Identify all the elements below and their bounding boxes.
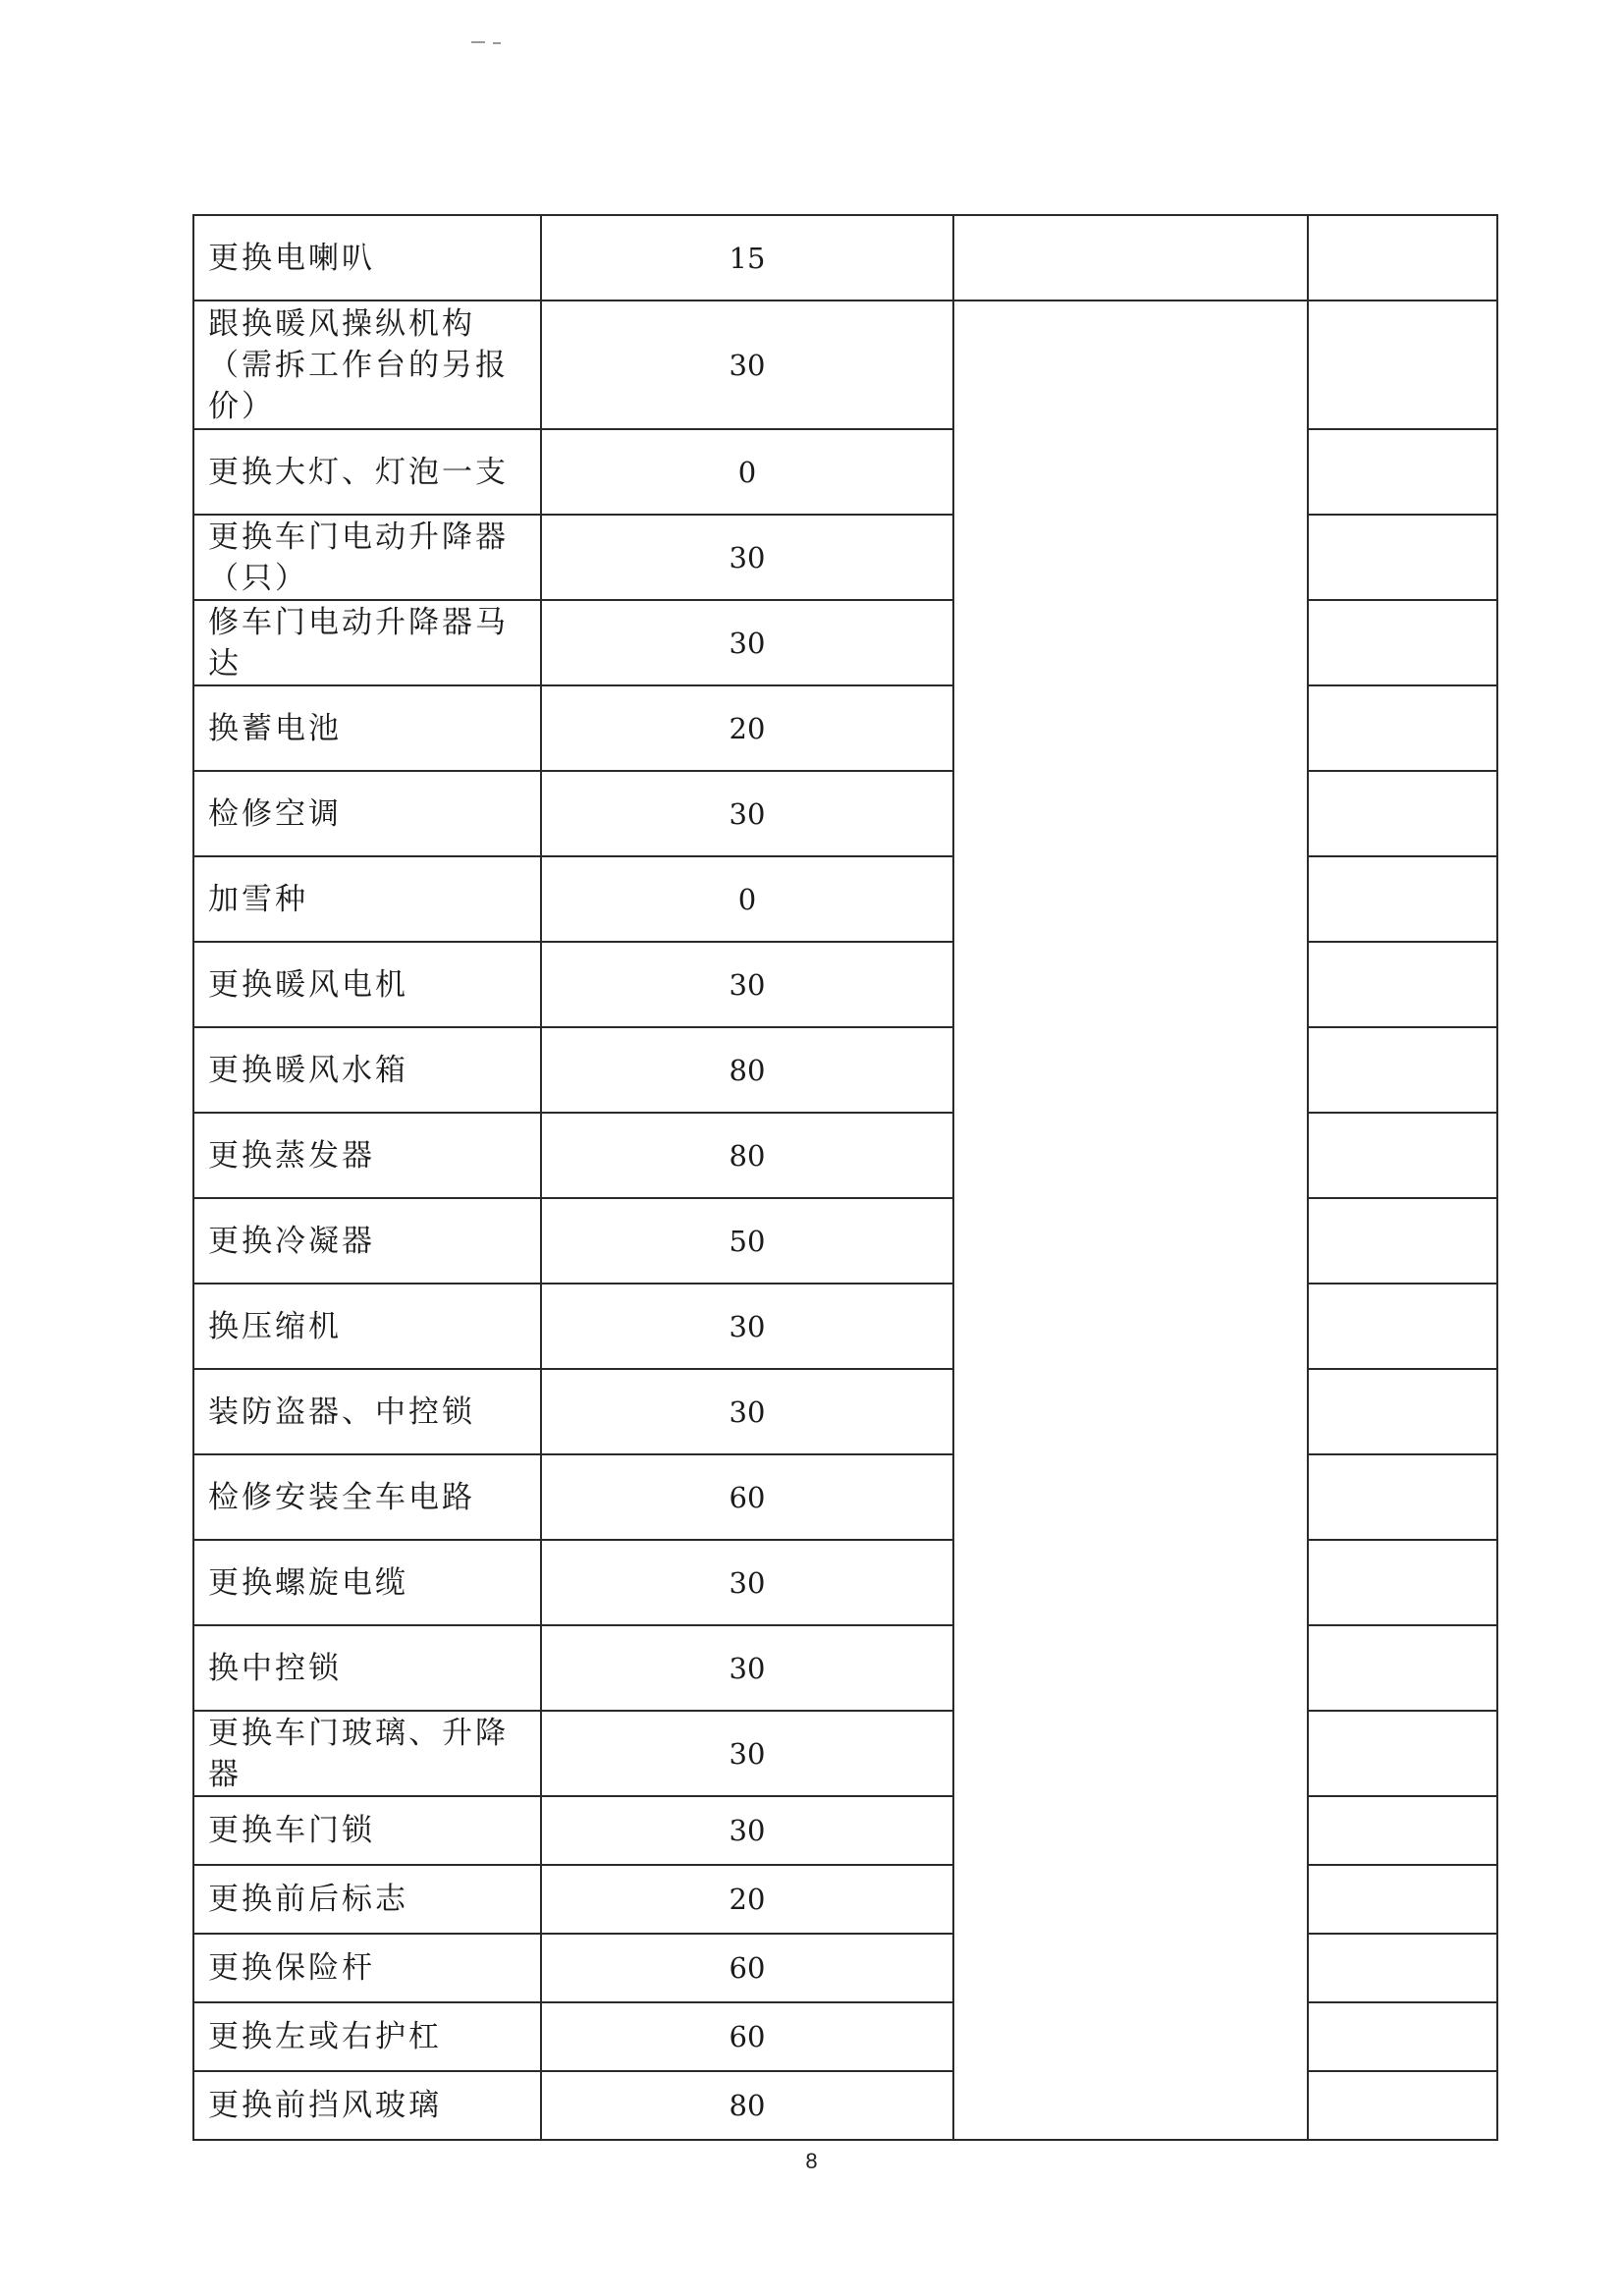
price-cell: 80: [541, 1027, 953, 1113]
blank-cell: [1308, 1027, 1497, 1113]
item-name-cell: 更换保险杆: [193, 1934, 541, 2002]
blank-cell: [1308, 600, 1497, 685]
table-row: [193, 215, 1497, 301]
item-name-cell: 更换左或右护杠: [193, 2002, 541, 2071]
item-name-cell: 更换电喇叭: [193, 215, 541, 301]
item-name-cell: 检修空调: [193, 771, 541, 856]
blank-cell: [1308, 1934, 1497, 2002]
price-cell: 30: [541, 1284, 953, 1369]
price-cell: 20: [541, 685, 953, 771]
blank-cell: [1308, 2071, 1497, 2140]
blank-cell: [1308, 1711, 1497, 1796]
blank-cell: [1308, 1198, 1497, 1284]
item-name-cell: 更换车门锁: [193, 1796, 541, 1865]
price-cell: 30: [541, 600, 953, 685]
price-cell: 30: [541, 1369, 953, 1454]
item-name-cell: 更换大灯、灯泡一支: [193, 429, 541, 515]
table-row: [193, 301, 1497, 429]
price-cell: 30: [541, 942, 953, 1027]
item-name-cell: 更换蒸发器: [193, 1113, 541, 1198]
price-cell: 30: [541, 1625, 953, 1711]
price-cell: 0: [541, 429, 953, 515]
item-name-cell: 跟换暖风操纵机构（需拆工作台的另报价）: [193, 301, 541, 429]
price-cell: 50: [541, 1198, 953, 1284]
item-name-cell: 更换车门玻璃、升降器: [193, 1711, 541, 1796]
price-cell: 30: [541, 1796, 953, 1865]
item-name-cell: 检修安装全车电路: [193, 1454, 541, 1540]
item-name-cell: 加雪种: [193, 856, 541, 942]
item-name-cell: 更换螺旋电缆: [193, 1540, 541, 1625]
blank-cell: [1308, 1865, 1497, 1934]
price-cell: 30: [541, 1711, 953, 1796]
price-cell: 20: [541, 1865, 953, 1934]
price-cell: 30: [541, 301, 953, 429]
blank-cell: [1308, 1625, 1497, 1711]
price-cell: 60: [541, 1454, 953, 1540]
item-name-cell: 修车门电动升降器马达: [193, 600, 541, 685]
item-name-cell: 更换暖风电机: [193, 942, 541, 1027]
price-cell: 80: [541, 1113, 953, 1198]
blank-cell: [1308, 215, 1497, 301]
blank-cell: [1308, 942, 1497, 1027]
price-cell: 30: [541, 515, 953, 600]
price-cell: 0: [541, 856, 953, 942]
blank-cell: [1308, 2002, 1497, 2071]
item-name-cell: 更换车门电动升降器（只）: [193, 515, 541, 600]
price-cell: 60: [541, 1934, 953, 2002]
blank-cell: [1308, 1454, 1497, 1540]
blank-cell: [1308, 771, 1497, 856]
blank-cell: [1308, 1113, 1497, 1198]
item-name-cell: 更换冷凝器: [193, 1198, 541, 1284]
blank-cell: [1308, 1369, 1497, 1454]
price-cell: 15: [541, 215, 953, 301]
item-name-cell: 更换前后标志: [193, 1865, 541, 1934]
item-name-cell: 换蓄电池: [193, 685, 541, 771]
item-name-cell: 换压缩机: [193, 1284, 541, 1369]
blank-cell: [953, 215, 1308, 301]
blank-cell: [1308, 429, 1497, 515]
blank-cell: [1308, 301, 1497, 429]
item-name-cell: 装防盗器、中控锁: [193, 1369, 541, 1454]
price-cell: 60: [541, 2002, 953, 2071]
price-cell: 30: [541, 1540, 953, 1625]
price-table: [192, 214, 1498, 2141]
blank-cell: [1308, 515, 1497, 600]
blank-cell: [1308, 1796, 1497, 1865]
page-number: 8: [805, 2149, 818, 2173]
item-name-cell: 更换前挡风玻璃: [193, 2071, 541, 2140]
item-name-cell: 换中控锁: [193, 1625, 541, 1711]
blank-cell: [1308, 685, 1497, 771]
blank-cell: [1308, 1540, 1497, 1625]
merged-blank-cell: [953, 301, 1308, 2140]
item-name-cell: 更换暖风水箱: [193, 1027, 541, 1113]
price-cell: 30: [541, 771, 953, 856]
price-cell: 80: [541, 2071, 953, 2140]
blank-cell: [1308, 856, 1497, 942]
blank-cell: [1308, 1284, 1497, 1369]
